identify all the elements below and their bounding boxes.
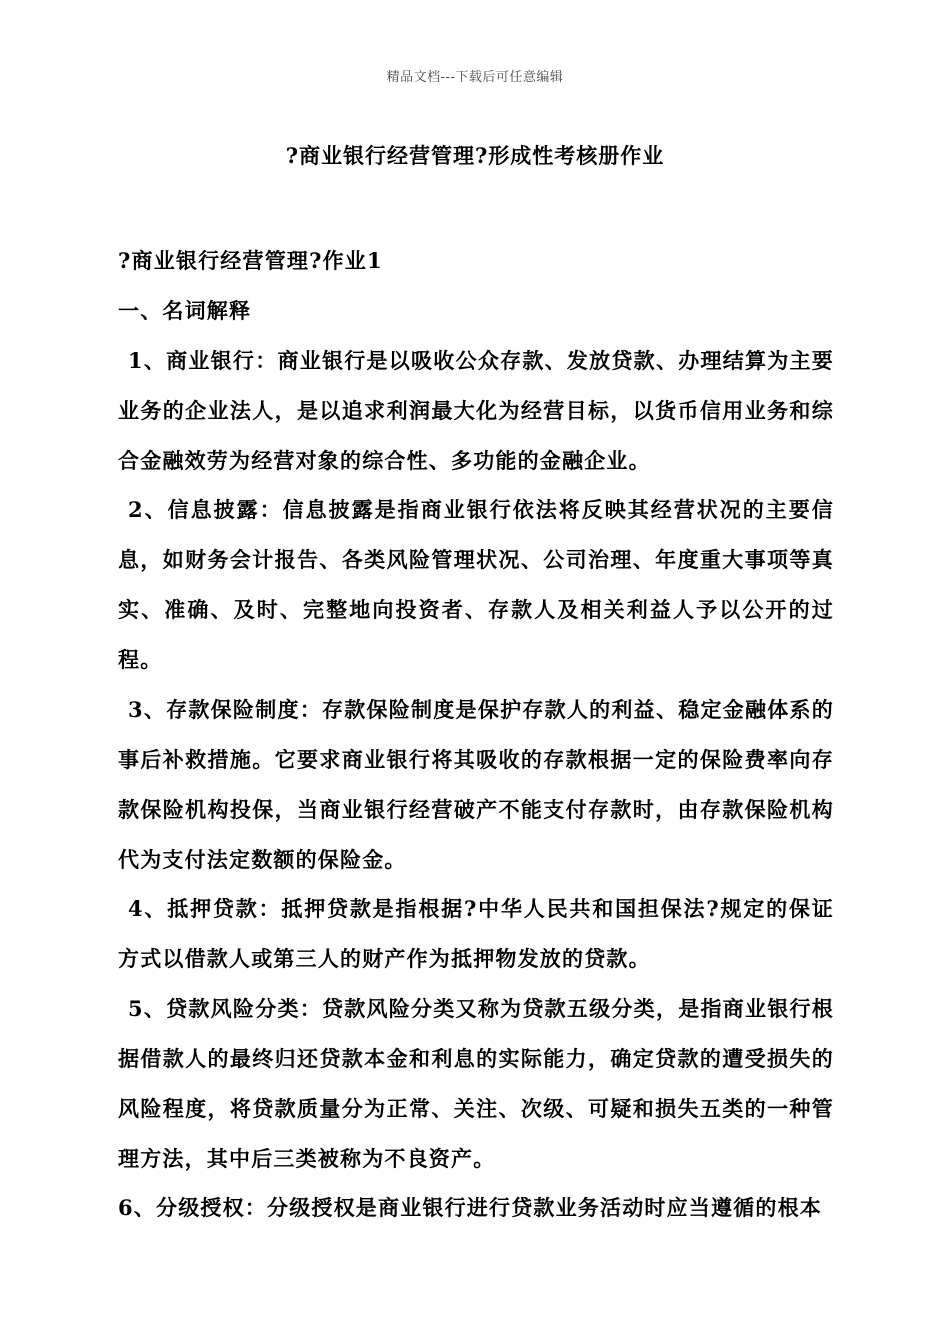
assignment-subtitle: ?商业银行经营管理?作业1 [118, 248, 383, 273]
header-watermark: 精品文档---下载后可任意编辑 [386, 70, 564, 85]
definition-paragraph: 1、商业银行：商业银行是以吸收公众存款、发放贷款、办理结算为主要业务的企业法人，是以追求利润最大化为经营目标，以货币信用业务和综合金融效劳为经营对象的综合性、多功能的金融企业。 [118, 348, 834, 473]
definition-paragraph: 4、抵押贷款：抵押贷款是指根据?中华人民共和国担保法?规定的保证方式以借款人或第三人的财产作为抵押物发放的贷款。 [118, 896, 834, 971]
section-heading: 一、名词解释 [118, 298, 252, 323]
document-title: ?商业银行经营管理?形成性考核册作业 [285, 143, 665, 168]
definition-paragraph: 5、贷款风险分类：贷款风险分类又称为贷款五级分类，是指商业银行根据借款人的最终归还贷款本金和利息的实际能力，确定贷款的遭受损失的风险程度，将贷款质量分为正常、关注、次级、可疑和损失五类的一种管理方法，其中后三类被称为不良资产。 [118, 996, 834, 1171]
definition-paragraph: 6、分级授权：分级授权是商业银行进行贷款业务活动时应当遵循的根本 [118, 1195, 823, 1220]
definition-paragraph: 2、信息披露：信息披露是指商业银行依法将反映其经营状况的主要信息，如财务会计报告、各类风险管理状况、公司治理、年度重大事项等真实、准确、及时、完整地向投资者、存款人及相关利益人予以公开的过程。 [118, 497, 834, 672]
definition-paragraph: 3、存款保险制度：存款保险制度是保护存款人的利益、稳定金融体系的事后补救措施。它要求商业银行将其吸收的存款根据一定的保险费率向存款保险机构投保，当商业银行经营破产不能支付存款时，由存款保险机构代为支付法定数额的保险金。 [118, 697, 834, 872]
